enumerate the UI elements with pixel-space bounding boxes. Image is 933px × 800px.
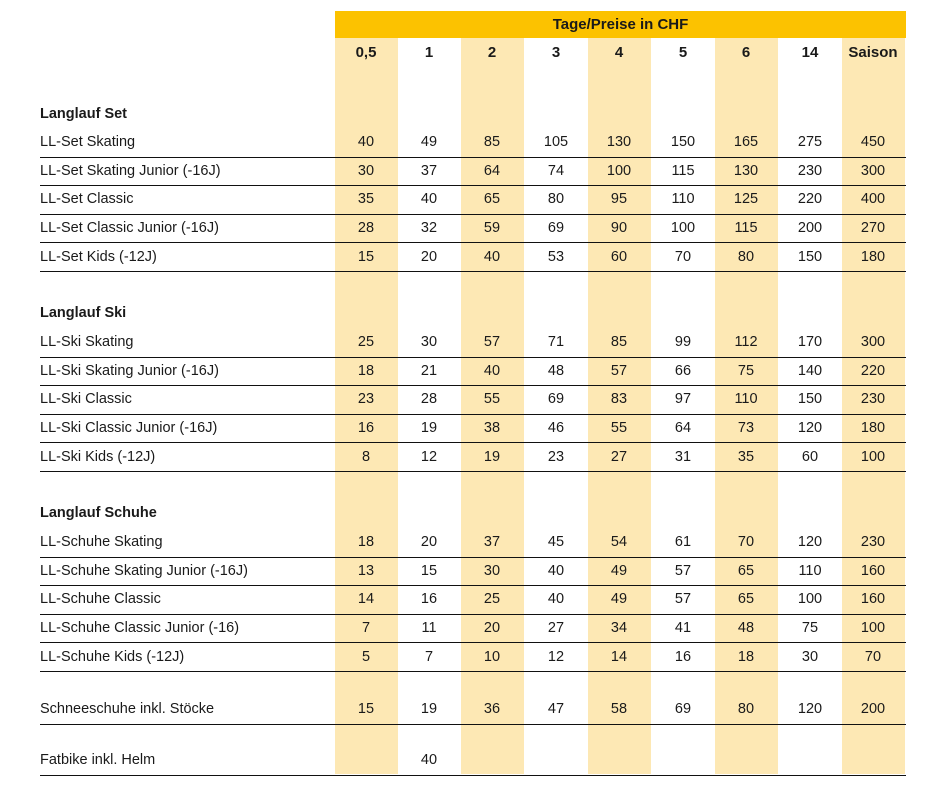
- price-cell: 270: [860, 220, 886, 237]
- column-header: 1: [424, 43, 434, 61]
- price-cell: 14: [357, 591, 375, 608]
- section-title: Langlauf Schuhe: [40, 505, 157, 521]
- row-label: LL-Ski Kids (-12J): [40, 448, 156, 465]
- price-cell: 45: [547, 534, 565, 551]
- price-cell: 85: [610, 334, 628, 351]
- row-label: LL-Ski Skating: [40, 334, 134, 351]
- price-cell: 120: [797, 701, 823, 718]
- price-cell: 66: [674, 362, 692, 379]
- price-cell: 28: [357, 220, 375, 237]
- price-cell: 41: [674, 620, 692, 637]
- price-cell: 450: [860, 134, 886, 151]
- price-cell: 165: [733, 134, 759, 151]
- price-cell: 70: [864, 648, 882, 665]
- row-label: LL-Ski Classic: [40, 391, 132, 408]
- price-cell: 53: [547, 248, 565, 265]
- table-row: [40, 242, 906, 272]
- price-cell: 120: [797, 420, 823, 437]
- price-cell: 54: [610, 534, 628, 551]
- price-cell: 74: [547, 162, 565, 179]
- table-row: [40, 128, 906, 158]
- price-cell: 40: [420, 191, 438, 208]
- price-cell: 47: [547, 701, 565, 718]
- price-cell: 40: [547, 562, 565, 579]
- price-cell: 16: [420, 591, 438, 608]
- price-cell: 180: [860, 420, 886, 437]
- price-cell: 65: [737, 591, 755, 608]
- price-cell: 160: [860, 562, 886, 579]
- price-cell: 46: [547, 420, 565, 437]
- price-cell: 21: [420, 362, 438, 379]
- price-cell: 57: [674, 591, 692, 608]
- price-cell: 8: [361, 448, 371, 465]
- price-cell: 100: [670, 220, 696, 237]
- price-cell: 40: [483, 362, 501, 379]
- price-cell: 23: [357, 391, 375, 408]
- row-label: LL-Set Skating Junior (-16J): [40, 162, 221, 179]
- price-cell: 180: [860, 248, 886, 265]
- price-cell: 220: [860, 362, 886, 379]
- row-label: LL-Schuhe Skating Junior (-16J): [40, 562, 248, 579]
- price-cell: 30: [357, 162, 375, 179]
- row-label: LL-Schuhe Skating: [40, 534, 163, 551]
- price-cell: 15: [357, 701, 375, 718]
- row-label: LL-Set Kids (-12J): [40, 248, 157, 265]
- price-cell: 125: [733, 191, 759, 208]
- price-cell: 64: [483, 162, 501, 179]
- price-cell: 150: [670, 134, 696, 151]
- price-cell: 230: [860, 534, 886, 551]
- price-cell: [335, 746, 398, 775]
- price-cell: 30: [801, 648, 819, 665]
- price-cell: 83: [610, 391, 628, 408]
- price-cell: 300: [860, 334, 886, 351]
- price-cell: 64: [674, 420, 692, 437]
- row-label: LL-Schuhe Kids (-12J): [40, 648, 185, 665]
- price-cell: 57: [610, 362, 628, 379]
- price-cell: 95: [610, 191, 628, 208]
- price-cell: 73: [737, 420, 755, 437]
- row-label: Fatbike inkl. Helm: [40, 752, 156, 769]
- table-row: [40, 442, 906, 472]
- price-cell: 19: [420, 701, 438, 718]
- row-label: LL-Ski Skating Junior (-16J): [40, 362, 219, 379]
- price-cell: [525, 746, 588, 775]
- row-label: LL-Schuhe Classic: [40, 591, 161, 608]
- price-cell: 230: [860, 391, 886, 408]
- price-cell: 65: [483, 191, 501, 208]
- price-cell: 48: [547, 362, 565, 379]
- price-cell: 71: [547, 334, 565, 351]
- row-label: LL-Schuhe Classic Junior (-16): [40, 620, 240, 637]
- table-row: [40, 528, 906, 558]
- price-cell: 69: [674, 701, 692, 718]
- price-cell: 80: [547, 191, 565, 208]
- price-cell: 48: [737, 620, 755, 637]
- price-cell: 100: [860, 620, 886, 637]
- price-cell: 200: [797, 220, 823, 237]
- price-cell: 80: [737, 248, 755, 265]
- price-cell: 27: [610, 448, 628, 465]
- price-cell: 18: [357, 534, 375, 551]
- price-cell: 40: [483, 248, 501, 265]
- price-cell: 35: [357, 191, 375, 208]
- price-cell: 75: [737, 362, 755, 379]
- price-cell: [588, 746, 651, 775]
- price-cell: 150: [797, 248, 823, 265]
- price-cell: 275: [797, 134, 823, 151]
- table-row: [40, 214, 906, 244]
- price-cell: 7: [361, 620, 371, 637]
- column-header: 3: [551, 43, 561, 61]
- price-cell: 90: [610, 220, 628, 237]
- price-cell: 37: [483, 534, 501, 551]
- price-cell: 34: [610, 620, 628, 637]
- price-cell: 7: [424, 648, 434, 665]
- column-header: 4: [614, 43, 624, 61]
- table-row: [40, 157, 906, 187]
- price-cell: 18: [357, 362, 375, 379]
- price-cell: 60: [801, 448, 819, 465]
- table-row: [40, 328, 906, 358]
- price-cell: 105: [543, 134, 569, 151]
- price-cell: 100: [606, 162, 632, 179]
- price-cell: 20: [420, 534, 438, 551]
- price-cell: 150: [797, 391, 823, 408]
- table-row: [40, 642, 906, 672]
- column-header: 6: [741, 43, 751, 61]
- price-cell: [461, 746, 524, 775]
- price-cell: 58: [610, 701, 628, 718]
- price-cell: 15: [420, 562, 438, 579]
- price-cell: 23: [547, 448, 565, 465]
- price-cell: 80: [737, 701, 755, 718]
- row-label: LL-Ski Classic Junior (-16J): [40, 420, 218, 437]
- price-cell: 115: [671, 162, 695, 179]
- table-row: [40, 614, 906, 644]
- price-cell: 10: [483, 648, 501, 665]
- price-cell: 400: [860, 191, 886, 208]
- price-cell: 38: [483, 420, 501, 437]
- price-cell: 115: [734, 220, 758, 237]
- price-cell: 40: [357, 134, 375, 151]
- price-cell: 110: [671, 191, 695, 208]
- table-header-title: Tage/Preise in CHF: [335, 11, 906, 38]
- price-cell: 55: [483, 391, 501, 408]
- price-cell: [779, 746, 842, 775]
- price-cell: 12: [547, 648, 565, 665]
- price-cell: 69: [547, 220, 565, 237]
- row-label: LL-Set Classic Junior (-16J): [40, 220, 219, 237]
- column-header: 5: [678, 43, 688, 61]
- price-cell: 19: [483, 448, 501, 465]
- price-cell: 75: [801, 620, 819, 637]
- price-cell: 69: [547, 391, 565, 408]
- table-row: [40, 585, 906, 615]
- section-title: Langlauf Ski: [40, 305, 127, 321]
- row-label: LL-Set Classic: [40, 191, 134, 208]
- price-cell: 300: [860, 162, 886, 179]
- price-cell: 110: [798, 562, 822, 579]
- price-cell: 70: [674, 248, 692, 265]
- price-cell: 36: [483, 701, 501, 718]
- price-cell: 16: [674, 648, 692, 665]
- price-cell: 20: [420, 248, 438, 265]
- price-cell: 20: [483, 620, 501, 637]
- price-cell: 19: [420, 420, 438, 437]
- price-cell: 99: [674, 334, 692, 351]
- price-cell: 170: [797, 334, 823, 351]
- price-cell: 32: [420, 220, 438, 237]
- price-cell: 40: [547, 591, 565, 608]
- price-cell: 57: [674, 562, 692, 579]
- price-cell: 110: [734, 391, 758, 408]
- price-cell: 55: [610, 420, 628, 437]
- price-cell: 12: [420, 448, 438, 465]
- price-cell: 30: [483, 562, 501, 579]
- table-row: [40, 357, 906, 387]
- price-cell: 130: [733, 162, 759, 179]
- price-cell: 97: [674, 391, 692, 408]
- price-cell: [842, 746, 905, 775]
- price-cell: 37: [420, 162, 438, 179]
- price-cell: 27: [547, 620, 565, 637]
- price-cell: 230: [797, 162, 823, 179]
- price-cell: 15: [357, 248, 375, 265]
- table-row: [40, 414, 906, 444]
- price-cell: 200: [860, 701, 886, 718]
- price-cell: 18: [737, 648, 755, 665]
- price-cell: 85: [483, 134, 501, 151]
- price-cell: 40: [420, 752, 438, 769]
- row-label: Schneeschuhe inkl. Stöcke: [40, 701, 215, 718]
- price-cell: 13: [357, 562, 375, 579]
- table-row: [40, 185, 906, 215]
- price-cell: 30: [420, 334, 438, 351]
- price-cell: 120: [797, 534, 823, 551]
- price-cell: 140: [797, 362, 823, 379]
- section-title: Langlauf Set: [40, 106, 128, 122]
- price-cell: 65: [737, 562, 755, 579]
- price-cell: 25: [483, 591, 501, 608]
- price-cell: 59: [483, 220, 501, 237]
- price-cell: 100: [860, 448, 886, 465]
- price-cell: 49: [610, 562, 628, 579]
- price-cell: 160: [860, 591, 886, 608]
- price-cell: 60: [610, 248, 628, 265]
- price-cell: 130: [606, 134, 632, 151]
- price-cell: 31: [674, 448, 692, 465]
- price-cell: 49: [610, 591, 628, 608]
- price-cell: 57: [483, 334, 501, 351]
- price-cell: 220: [797, 191, 823, 208]
- price-cell: 61: [674, 534, 692, 551]
- row-label: LL-Set Skating: [40, 134, 136, 151]
- price-cell: [715, 746, 778, 775]
- table-row: [40, 557, 906, 587]
- price-cell: [652, 746, 715, 775]
- price-cell: 11: [421, 620, 437, 637]
- price-cell: 28: [420, 391, 438, 408]
- column-header: 2: [487, 43, 497, 61]
- price-cell: 100: [797, 591, 823, 608]
- column-header: 0,5: [355, 43, 377, 61]
- table-row: [40, 695, 906, 725]
- price-cell: 112: [734, 334, 758, 351]
- column-header: 14: [801, 43, 819, 61]
- price-cell: 25: [357, 334, 375, 351]
- price-cell: 5: [361, 648, 371, 665]
- price-cell: 14: [610, 648, 628, 665]
- price-cell: 16: [357, 420, 375, 437]
- price-cell: 49: [420, 134, 438, 151]
- table-row: [40, 385, 906, 415]
- price-cell: 35: [737, 448, 755, 465]
- price-cell: 70: [737, 534, 755, 551]
- column-header: Saison: [848, 43, 898, 61]
- table-row: [40, 746, 906, 776]
